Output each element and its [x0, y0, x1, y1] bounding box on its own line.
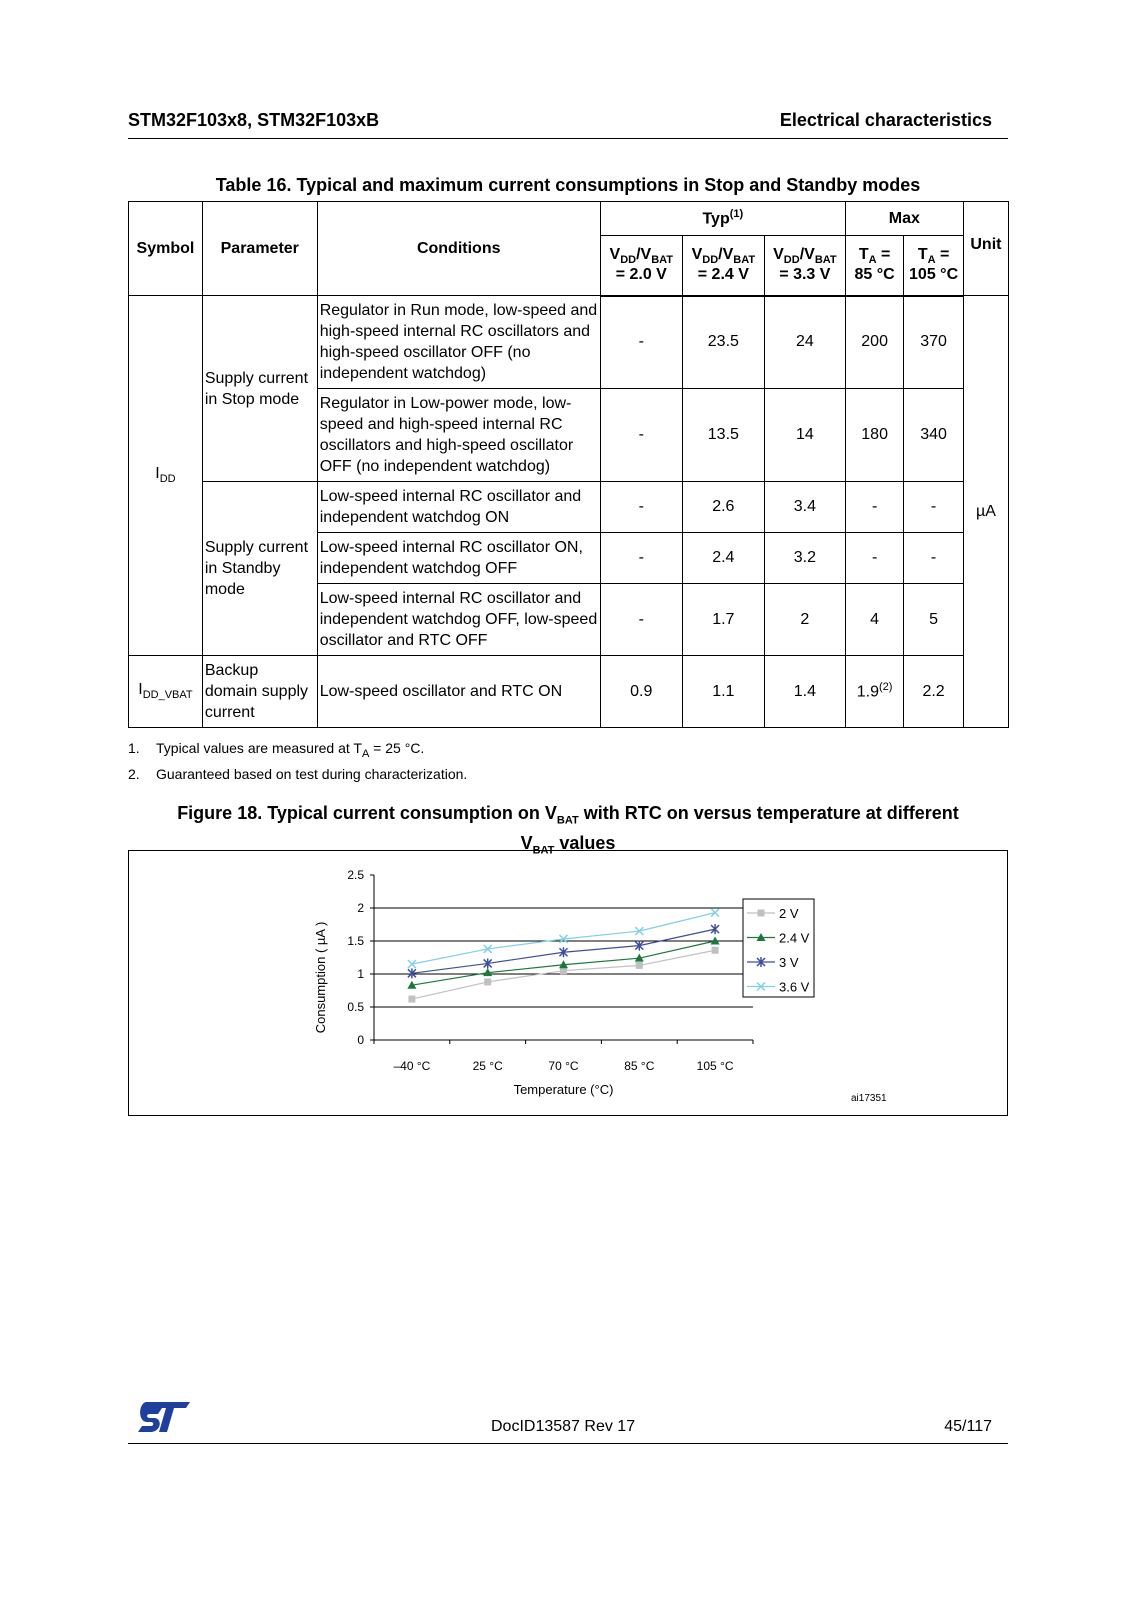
legend-label: 3 V — [779, 955, 799, 970]
value-cell: 2 — [764, 584, 845, 656]
col-vdd-2-0: $V_{DD}/V_{BAT}$ = 2.0 V — [600, 236, 682, 296]
col-vdd-2-4: $V_{DD}/V_{BAT}$ = 2.4 V — [682, 236, 764, 296]
value-cell: 2.2 — [904, 656, 963, 728]
value-cell: 3.4 — [764, 482, 845, 533]
col-vdd-3-3: $V_{DD}/V_{BAT}$ = 3.3 V — [764, 236, 845, 296]
value-cell: 370 — [904, 296, 963, 389]
header-doc-title: STM32F103x8, STM32F103xB — [128, 110, 380, 130]
value-cell: 200 — [845, 296, 903, 389]
x-axis-label: Temperature (°C) — [513, 1082, 614, 1097]
col-conditions: Conditions — [317, 202, 600, 296]
data-point — [712, 947, 719, 954]
value-cell: 1.9$^{(2)}$ — [845, 656, 903, 728]
st-logo — [136, 1400, 192, 1434]
value-cell: 2.4 — [682, 533, 764, 584]
footer-doc-id: DocID13587 Rev 17 — [491, 1418, 636, 1435]
table-title: Table 16. Typical and maximum current consumptions in Stop and Standby modes — [215, 175, 921, 195]
footer-page-number: 45/117 — [944, 1418, 992, 1435]
value-cell: 4 — [845, 584, 903, 656]
figure-ref: ai17351 — [851, 1093, 887, 1104]
col-typ: Typ$^{(1)}$ — [600, 202, 845, 236]
x-tick-label: 25 °C — [472, 1059, 503, 1073]
data-point — [711, 909, 719, 917]
series-line-0 — [412, 950, 715, 999]
col-unit: Unit — [963, 202, 1008, 296]
value-cell: - — [600, 296, 682, 389]
value-cell: 24 — [764, 296, 845, 389]
footnote-1: 1. Typical values are measured at $T_A = 25$ °C. — [128, 740, 425, 760]
header-rule — [128, 138, 1008, 139]
col-symbol: Symbol — [129, 202, 203, 296]
legend-label: 2 V — [779, 906, 799, 921]
value-cell: 13.5 — [682, 389, 764, 482]
col-parameter: Parameter — [202, 202, 317, 296]
table-row — [129, 296, 1009, 389]
col-max: Max — [845, 202, 963, 236]
value-cell: 23.5 — [682, 296, 764, 389]
unit-cell: µA — [963, 296, 1008, 728]
data-point — [408, 996, 415, 1003]
figure-frame — [128, 850, 1008, 1116]
table-row — [129, 656, 1009, 728]
x-tick-label: 105 °C — [696, 1059, 734, 1073]
y-tick-label: 2.5 — [347, 868, 364, 882]
value-cell: - — [904, 482, 963, 533]
x-tick-label: 70 °C — [548, 1059, 579, 1073]
data-point — [636, 962, 643, 969]
x-tick-label: –40 °C — [393, 1059, 431, 1073]
data-point — [484, 978, 491, 985]
condition-cell: Regulator in Run mode, low-speed and high-speed internal RC oscillators and high-speed oscillator OFF (no independent watchdog) — [317, 296, 600, 389]
header-section-title: Electrical characteristics — [779, 110, 992, 130]
col-ta-105: $T_A$ = 105 °C — [904, 236, 963, 296]
value-cell: 180 — [845, 389, 903, 482]
condition-cell: Regulator in Low-power mode, low-speed and high-speed internal RC oscillators and high-speed oscillator OFF (no independent watchdog) — [317, 389, 600, 482]
symbol-idd: $I_{DD}$ — [129, 296, 203, 656]
condition-cell: Low-speed oscillator and RTC ON — [317, 656, 600, 728]
symbol-idd-vbat: $I_{DD\_VBAT}$ — [129, 656, 203, 728]
consumption-chart — [129, 851, 1007, 1115]
footer-rule — [128, 1443, 1008, 1444]
value-cell: 0.9 — [600, 656, 682, 728]
value-cell: - — [600, 533, 682, 584]
y-tick-label: 0.5 — [347, 1000, 364, 1014]
param-stop: Supply current in Stop mode — [202, 296, 317, 482]
legend-marker — [758, 910, 765, 917]
value-cell: - — [600, 389, 682, 482]
value-cell: 340 — [904, 389, 963, 482]
value-cell: - — [600, 584, 682, 656]
value-cell: 1.1 — [682, 656, 764, 728]
legend-label: 3.6 V — [779, 979, 810, 995]
legend-label: 2.4 V — [779, 930, 810, 946]
value-cell: - — [904, 533, 963, 584]
current-consumption-table — [128, 201, 1009, 728]
value-cell: - — [600, 482, 682, 533]
value-cell: 14 — [764, 389, 845, 482]
y-tick-label: 2 — [357, 901, 364, 915]
value-cell: 3.2 — [764, 533, 845, 584]
condition-cell: Low-speed internal RC oscillator and independent watchdog ON — [317, 482, 600, 533]
y-tick-label: 0 — [357, 1033, 364, 1047]
value-cell: 2.6 — [682, 482, 764, 533]
value-cell: - — [845, 482, 903, 533]
col-ta-85: $T_A$ = 85 °C — [845, 236, 903, 296]
value-cell: - — [845, 533, 903, 584]
value-cell: 5 — [904, 584, 963, 656]
value-cell: 1.4 — [764, 656, 845, 728]
table-row — [129, 482, 1009, 533]
y-tick-label: 1.5 — [347, 934, 364, 948]
y-tick-label: 1 — [357, 967, 364, 981]
figure-title: Figure 18. Typical current consumption on $V_{BAT}$ with RTC on versus temperature at different $V_{BAT}$ values — [177, 803, 959, 857]
condition-cell: Low-speed internal RC oscillator and independent watchdog OFF, low-speed oscillator and RTC OFF — [317, 584, 600, 656]
x-tick-label: 85 °C — [624, 1059, 655, 1073]
value-cell: 1.7 — [682, 584, 764, 656]
condition-cell: Low-speed internal RC oscillator ON, independent watchdog OFF — [317, 533, 600, 584]
footnote-2: 2. Guaranteed based on test during characterization. — [128, 766, 468, 782]
param-standby: Supply current in Standby mode — [202, 482, 317, 656]
param-backup: Backup domain supply current — [202, 656, 317, 728]
y-axis-label: Consumption ( µA ) — [313, 921, 328, 1034]
